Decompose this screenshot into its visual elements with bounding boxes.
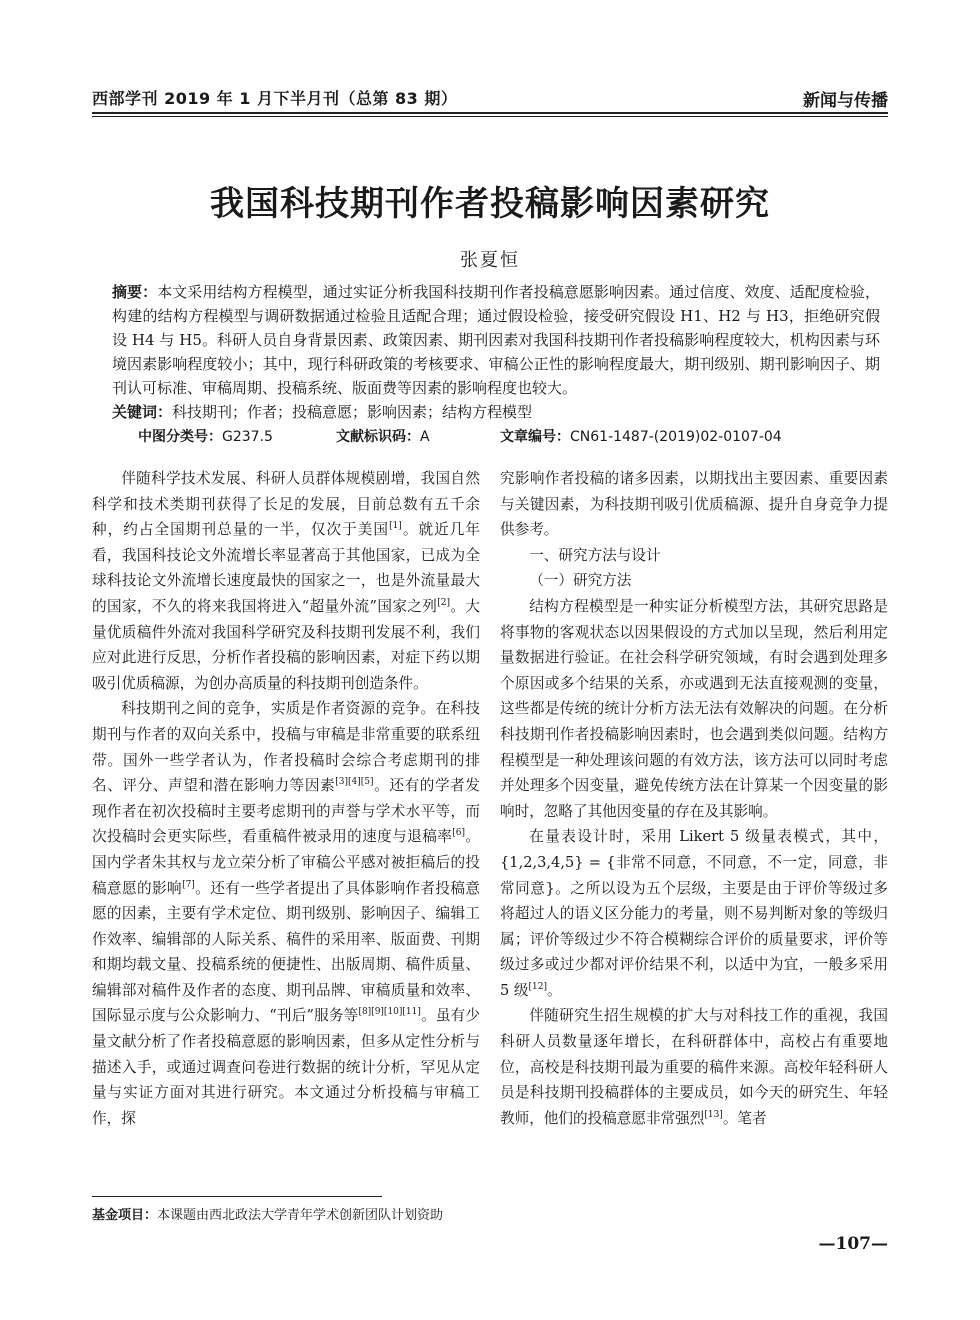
header-rule <box>92 112 888 114</box>
citation: [3][4][5] <box>335 777 374 788</box>
header-rule-thin <box>92 116 888 117</box>
classification-line <box>138 426 878 448</box>
journal-info: 西部学刊 2019 年 1 月下半月刊（总第 83 期） <box>92 89 458 108</box>
clc-code: 中图分类号：G237.5 <box>138 429 273 445</box>
keywords-text: 科技期刊；作者；投稿意愿；影响因素；结构方程模型 <box>172 403 533 421</box>
citation: [8][9][10][11] <box>358 1007 421 1018</box>
keywords <box>112 401 880 423</box>
body-column-left <box>92 466 480 1131</box>
abstract-text: 本文采用结构方程模型，通过实证分析我国科技期刊作者投稿意愿影响因素。通过信度、效度、适配度检验，构建的结构方程模型与调研数据通过检验且适配合理；通过假设检验，接受研究假设 H1、H2 与 H3，拒绝研究假设 H4 与 H5。科研人员自身背景因素、政策因素、期刊因素对我国科技期刊作者投稿影响程度较大，机构因素与环境因素影响程度较小；其中，现行科研政策的考核要求、审稿公正性的影响程度最大，期刊级别、期刊影响因子、期刊认可标准、审稿周期、投稿系统、版面费等因素的影响程度也较大。 <box>112 283 880 397</box>
section-name: 新闻与传播 <box>803 91 888 111</box>
keywords-label: 关键词： <box>112 403 173 421</box>
citation: [12] <box>528 982 548 993</box>
article-number: 文章编号：CN61-1487-(2019)02-0107-04 <box>500 429 782 445</box>
footnote-text: 本课题由西北政法大学青年学术创新团队计划资助 <box>157 1208 444 1223</box>
running-header <box>92 86 888 112</box>
paragraph: 伴随研究生招生规模的扩大与对科技工作的重视，我国科研人员数量逐年增长，在科研群体中，高校占有重要地位，高校是科技期刊最为重要的稿件来源。高校年轻科研人员是科技期刊投稿群体的主要成员，如今天的研究生、年轻教师，他们的投稿意愿非常强烈[13]。笔者 <box>500 1007 888 1127</box>
citation: [7] <box>182 879 195 890</box>
page-number: —107— <box>818 1234 888 1254</box>
article-title: 我国科技期刊作者投稿影响因素研究 <box>210 184 770 224</box>
footnote-label: 基金项目： <box>92 1208 158 1223</box>
paragraph: 结构方程模型是一种实证分析模型方法，其研究思路是将事物的客观状态以因果假设的方式加以呈现，然后利用定量数据进行验证。在社会科学研究领域，有时会遇到处理多个原因或多个结果的关系，亦或遇到无法直接观测的变量，这些都是传统的统计分析方法无法有效解决的问题。在分析科技期刊作者投稿影响因素时，也会遇到类似问题。结构方程模型是一种处理该问题的有效方法，该方法可以同时考虑并处理多个因变量，避免传统方法在计算某一个因变量的影响时，忽略了其他因变量的存在及其影响。 <box>500 597 888 820</box>
body-column-right <box>500 466 888 1131</box>
doc-code: 文献标识码：A <box>336 429 430 445</box>
citation: [6] <box>452 828 465 839</box>
section-heading: 一、研究方法与设计 <box>529 546 661 564</box>
paragraph: 究影响作者投稿的诸多因素，以期找出主要因素、重要因素与关键因素，为科技期刊吸引优质稿源、提升自身竞争力提供参考。 <box>500 470 888 539</box>
abstract <box>112 280 880 400</box>
paragraph: 在量表设计时，采用 Likert 5 级量表模式，其中，{1,2,3,4,5} = {非常不同意，不同意，不一定，同意，非常同意}。之所以设为五个层级，主要是由于评价等级过多将超过人的语义区分能力的考量，则不易判断对象的等级归属；评价等级过少不符合模糊综合评价的质量要求，评价等级过多或过少都对评价结果不利，以适中为宜，一般多采用 5 级[12]。 <box>500 828 888 999</box>
footnote-rule <box>92 1196 382 1197</box>
footnote <box>92 1204 443 1223</box>
abstract-label: 摘要： <box>112 283 158 301</box>
paragraph: 科技期刊之间的竞争，实质是作者资源的竞争。在科技期刊与作者的双向关系中，投稿与审稿是非常重要的联系纽带。国外一些学者认为，作者投稿时会综合考虑期刊的排名、评分、声望和潜在影响力等因素[3][4][5]。还有的学者发现作者在初次投稿时主要考虑期刊的声誉与学术水平等，而次投稿时会更实际些，看重稿件被录用的速度与退稿率[6]。国内学者朱其权与龙立荣分析了审稿公平感对被拒稿后的投稿意愿的影响[7]。还有一些学者提出了具体影响作者投稿意愿的因素，主要有学术定位、期刊级别、影响因子、编辑工作效率、编辑部的人际关系、稿件的采用率、版面费、刊期和期均载文量、投稿系统的便捷性、出版周期、稿件质量、编辑部对稿件及作者的态度、期刊品牌、审稿质量和效率、国际显示度与公众影响力、“刊后”服务等[8][9][10][11]。虽有少量文献分析了作者投稿意愿的影响因素，但多从定性分析与描述入手，或通过调查问卷进行数据的统计分析，罕见从定量与实证方面对其进行研究。本文通过分析投稿与审稿工作，探 <box>92 700 480 1127</box>
citation: [2] <box>437 598 451 609</box>
paragraph: 伴随科学技术发展、科研人员群体规模剧增，我国自然科学和技术类期刊获得了长足的发展，目前总数有五千余种，约占全国期刊总量的一半，仅次于美国[1]。就近几年看，我国科技论文外流增长率显著高于其他国家，已成为全球科技论文外流增长速度最快的国家之一，也是外流量最大的国家，不久的将来我国将进入“超量外流”国家之列[2]。大量优质稿件外流对我国科学研究及科技期刊发展不利，我们应对此进行反思，分析作者投稿的影响因素，对症下药以期吸引优质稿源，为创办高质量的科技期刊创造条件。 <box>92 470 480 692</box>
subsection-heading: （一）研究方法 <box>529 572 632 590</box>
author-name: 张夏恒 <box>460 250 520 271</box>
citation: [1] <box>389 521 402 532</box>
citation: [13] <box>704 1109 723 1120</box>
